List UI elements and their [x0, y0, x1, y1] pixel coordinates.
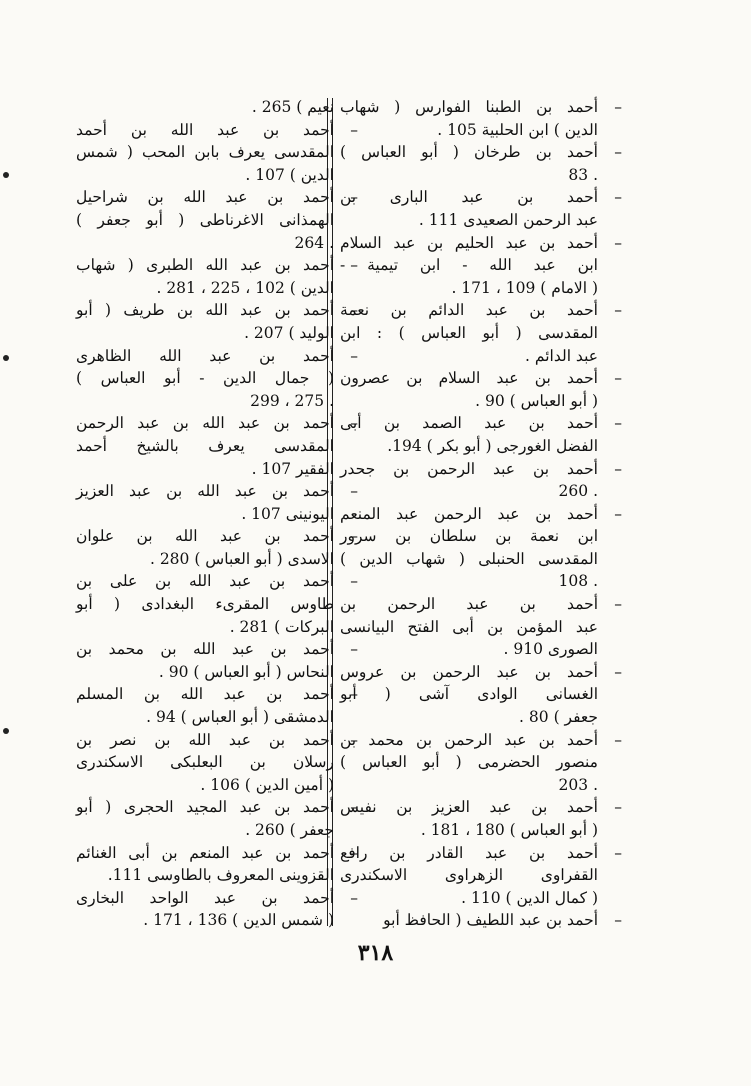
index-entry-line: – أحمد بن عبد الله بن شراحيل	[76, 188, 334, 207]
index-entry	[76, 345, 334, 413]
index-entry-line: الدين ) 107 .	[245, 165, 334, 184]
index-entry-line: الفقير 107 .	[251, 459, 334, 478]
index-entry-line: القزوينى المعروف بالطاوسى 111.	[107, 866, 334, 885]
index-entry-line: عبد الرحمن الصعيدى 111 .	[418, 210, 598, 229]
margin-mark	[3, 172, 9, 178]
index-entry-line: – أحمد بن عبد الله الطبرى ( شهاب	[76, 256, 334, 275]
index-entry-line: نعيم ) 265 .	[251, 98, 334, 116]
page-number: ٣١٨	[357, 940, 394, 966]
index-entry-line: – أحمد بن عبد السلام بن عصرون	[340, 369, 598, 388]
index-entry	[340, 96, 598, 141]
index-entry-line: – أحمد بن عبد الله بن عبد العزيز	[76, 482, 334, 501]
index-entry-line: المقدسى ( أبو العباس ) : ابن	[340, 323, 598, 342]
index-entry	[340, 661, 598, 729]
index-entry	[76, 186, 334, 254]
index-entry-line: ( جمال الدين - أبو العباس )	[76, 369, 334, 388]
index-entry-line: القفراوى الزهراوى الاسكندرى	[340, 866, 598, 885]
index-entry-line: . 264	[294, 233, 334, 252]
index-entry-line: – أحمد بن عبد الله بن المسلم	[76, 685, 334, 704]
index-entry-line: – أحمد بن عبد الله بن على بن	[76, 572, 334, 591]
index-entry-line: – أحمد بن عبد البارى بن	[340, 188, 598, 207]
index-entry-line: ( شمس الدين ) 136 ، 171 .	[143, 911, 334, 930]
index-entry-line: – أحمد بن عبد الله الظاهرى	[76, 346, 334, 365]
index-entry-line: ابن نعمة بن سلطان بن سرور	[340, 527, 598, 546]
index-entry-line: الدين ) ابن الحلبية 105 .	[437, 120, 598, 139]
index-entry	[76, 299, 334, 344]
index-entry-line: عبد المؤمن بن أبى الفتح البيانسى	[340, 617, 598, 636]
index-entry-line: الغسانى الوادى آشى ( أبو	[340, 685, 598, 704]
index-entry	[76, 796, 334, 841]
index-entry-line: ابن عبد الله - ابن تيمية -	[340, 256, 598, 275]
index-column-left	[76, 96, 334, 932]
index-entry-line: الوليد ) 207 .	[244, 323, 334, 342]
index-entry-line: – أحمد بن عبد الله بن أحمد	[76, 120, 334, 139]
index-entry-line: – أحمد بن عبد الرحمن بن محمد بن	[340, 730, 598, 749]
index-entry-line: طاوس المقرىء البغدادى ( أبو	[76, 595, 334, 614]
index-entry-line: – أحمد بن عبد الحليم بن عبد السلام	[340, 233, 598, 252]
index-entry-line: – أحمد بن طرخان ( أبو العباس )	[340, 143, 598, 162]
index-entry-line: – أحمد بن عبد اللطيف ( الحافظ أبو	[383, 911, 598, 930]
index-entry-line: عبد الدائم .	[525, 346, 598, 365]
index-entry-line: – أحمد بن عبد الله بن محمد بن	[76, 640, 334, 659]
index-entry-line: الدمشقى ( أبو العباس ) 94 .	[146, 708, 334, 727]
index-entry	[76, 570, 334, 638]
index-entry	[340, 909, 598, 932]
index-entry-line: – أحمد بن عبد الله بن طريف ( أبو	[76, 301, 334, 320]
index-entry-line: جعفر ) 80 .	[519, 708, 598, 727]
index-entry-line: ( أبو العباس ) 90 .	[475, 391, 598, 410]
index-entry-line: المقدسى يعرف بالشيخ أحمد	[76, 436, 334, 455]
index-entry	[340, 593, 598, 661]
index-column-right	[340, 96, 598, 932]
index-entry-line: جعفر ) 260 .	[245, 821, 334, 839]
index-entry	[340, 299, 598, 367]
index-entry-line: الدين ) 102 ، 225 ، 281 .	[156, 278, 334, 297]
index-entry-line: . 260	[558, 482, 598, 501]
index-entry-line: رسلان بن البعلبكى الاسكندرى	[76, 753, 334, 772]
index-entry-line: . 203	[558, 775, 598, 794]
index-entry-line: – أحمد بن عبد العزيز بن نفيس	[340, 798, 598, 817]
index-entry-line: – أحمد بن عبد الدائم بن نعمة	[340, 301, 598, 320]
index-entry-line: – أحمد بن عبد الرحمن بن عروس	[340, 662, 598, 681]
index-entry-line: منصور الحضرمى ( أبو العباس )	[340, 753, 598, 772]
index-entry-line: – أحمد بن عبد المجيد الحجرى ( أبو	[76, 798, 334, 817]
index-entry	[340, 186, 598, 231]
index-entry-line: – أحمد بن عبد الله بن نصر بن	[76, 730, 334, 749]
index-entry	[76, 842, 334, 887]
index-entry	[340, 503, 598, 593]
index-entry-line: – أحمد بن عبد الرحمن عبد المنعم	[340, 504, 598, 523]
index-entry-line: النحاس ( أبو العباس ) 90 .	[158, 662, 334, 681]
index-entry	[340, 141, 598, 186]
index-entry	[340, 796, 598, 841]
index-entry-line: – أحمد بن عبد الله بن عبد الرحمن	[76, 414, 334, 433]
index-entry-line: . 275 ، 299	[250, 391, 334, 410]
index-entry-line: – أحمد بن عبد الصمد بن أبى	[340, 414, 598, 433]
index-entry	[340, 842, 598, 910]
index-entry-line: ( أبو العباس ) 180 ، 181 .	[420, 821, 598, 839]
index-entry	[76, 683, 334, 728]
index-entry-line: – أحمد بن الطبنا الفوارس ( شهاب	[340, 98, 598, 116]
index-entry-line: البركات ) 281 .	[229, 617, 334, 636]
index-entry-line: – أحمد بن عبد الواحد البخارى	[76, 888, 334, 907]
index-entry	[76, 96, 334, 119]
index-entry	[340, 729, 598, 797]
index-entry-line: ( أمين الدين ) 106 .	[200, 775, 334, 794]
index-entry-line: المقدسى الحنبلى ( شهاب الدين )	[340, 549, 598, 568]
index-entry-line: اليونينى 107 .	[241, 504, 334, 523]
index-entry	[340, 458, 598, 503]
index-entry	[76, 887, 334, 932]
index-entry	[76, 525, 334, 570]
index-entry	[76, 729, 334, 797]
index-entry-line: ( كمال الدين ) 110 .	[461, 888, 598, 907]
index-entry	[76, 254, 334, 299]
index-entry	[76, 412, 334, 480]
margin-mark	[3, 728, 9, 734]
index-entry-line: . 83	[568, 165, 598, 184]
index-entry-line: – أحمد بن عبد الرحمن بن جحدر	[340, 459, 598, 478]
index-entry-line: – أحمد بن عبد القادر بن رافع	[340, 843, 598, 862]
index-entry	[340, 412, 598, 457]
index-entry-line: الهمذانى الاغرناطى ( أبو جعفر )	[76, 210, 334, 229]
index-entry-line: – أحمد بن عبد الرحمن بن	[340, 595, 598, 614]
index-entry-line: الفضل الغورجى ( أبو بكر ) 194.	[387, 436, 598, 455]
index-entry	[76, 638, 334, 683]
margin-mark	[3, 355, 9, 361]
index-entry-line: الصورى 910 .	[503, 640, 598, 659]
index-entry-line: المقدسى يعرف بابن المحب ( شمس	[76, 143, 334, 162]
index-entry	[340, 367, 598, 412]
index-entry	[76, 119, 334, 187]
index-entry-line: . 108	[558, 572, 598, 591]
index-entry-line: – أحمد بن عبد الله بن علوان	[76, 527, 334, 546]
index-entry	[340, 232, 598, 300]
index-entry-line: – أحمد بن عبد المنعم بن أبى الغنائم	[76, 843, 334, 862]
index-entry	[76, 480, 334, 525]
index-entry-line: ( الامام ) 109 ، 171 .	[451, 278, 598, 297]
index-entry-line: الاسدى ( أبو العباس ) 280 .	[149, 549, 334, 568]
